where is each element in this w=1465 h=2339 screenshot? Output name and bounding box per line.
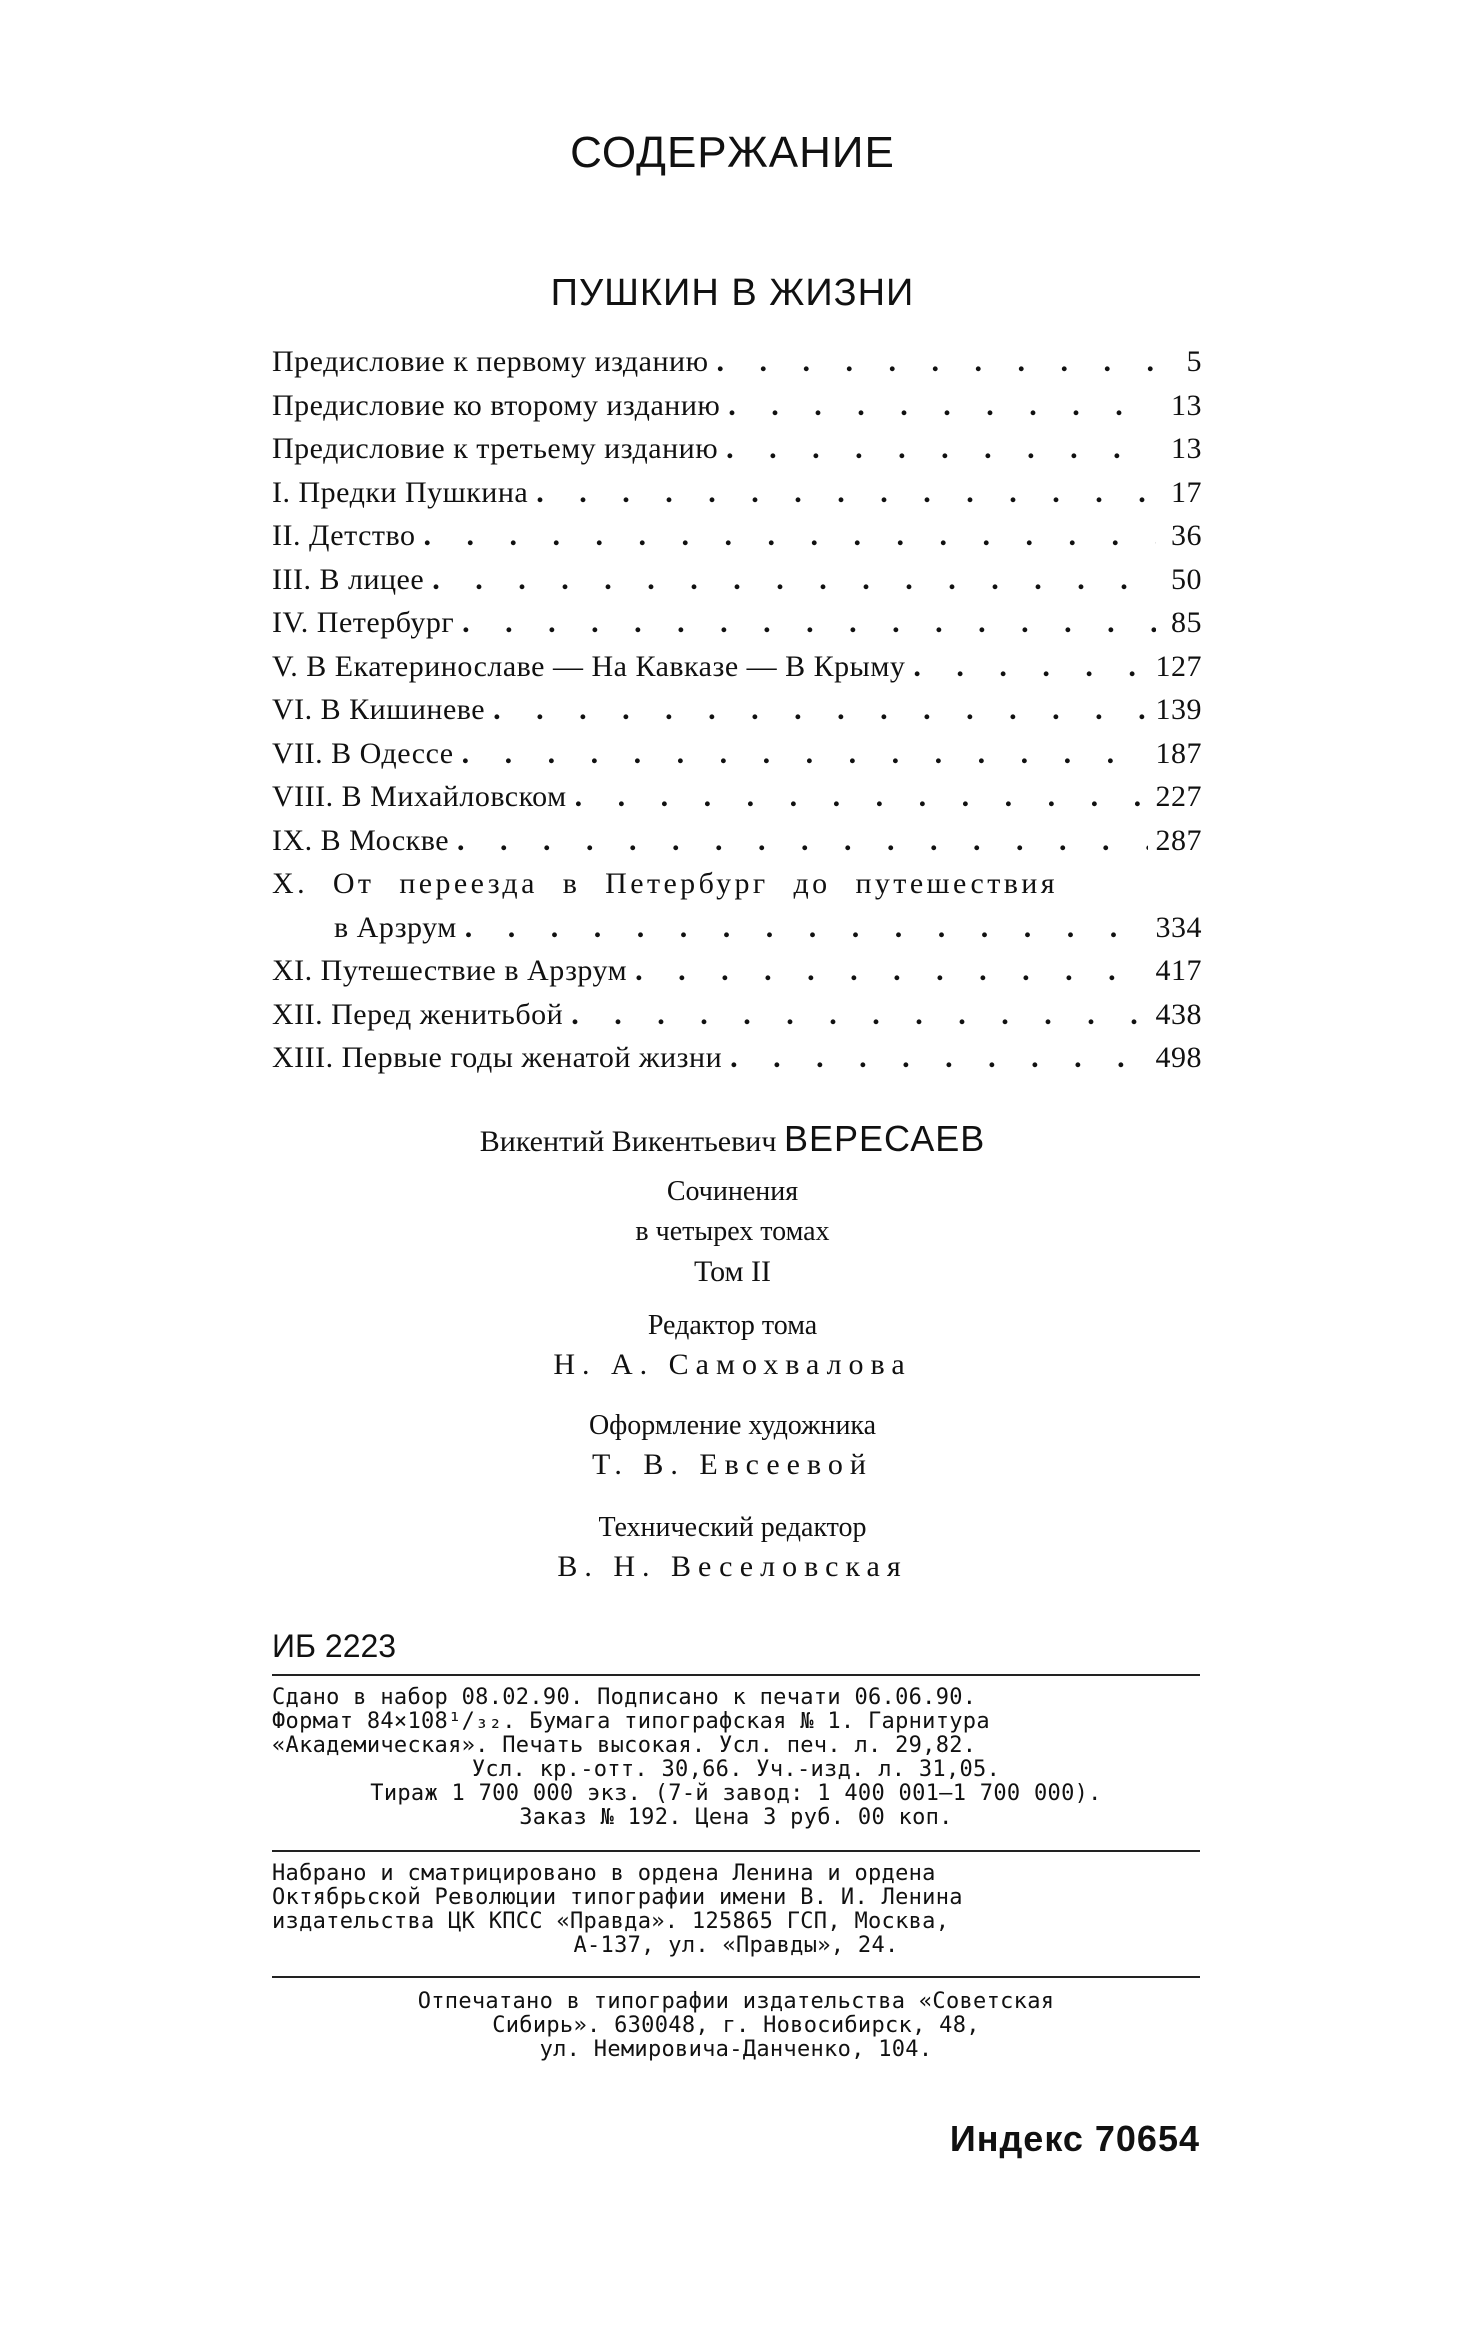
- ib-number: ИБ 2223: [272, 1628, 397, 1664]
- toc-entry-page: 498: [1155, 1041, 1202, 1074]
- toc-entry: [272, 693, 1202, 737]
- toc-entry-title: V. В Екатеринославе — На Кавказе — В Крыму: [272, 649, 906, 683]
- toc-leader-dots: [571, 998, 1147, 1032]
- toc-entry: [272, 650, 1202, 694]
- imprint-line: А-137, ул. «Правды», 24.: [573, 1933, 899, 1958]
- toc-entry-title: I. Предки Пушкина: [272, 475, 529, 509]
- toc-leader-dots: [424, 519, 1157, 553]
- credit-name: Н. А. Самохвалова: [553, 1348, 912, 1381]
- imprint-line: Октябрьской Революции типографии имени В. И. Ленина: [272, 1885, 963, 1910]
- toc-entry-title: XII. Перед женитьбой: [272, 997, 564, 1031]
- toc-entry: [272, 563, 1202, 607]
- toc-entry-page: 36: [1171, 519, 1202, 552]
- toc-entry: [272, 519, 1202, 563]
- toc-entry-title: VIII. В Михайловском: [272, 780, 567, 813]
- toc-entry-title: XI. Путешествие в Арзрум: [272, 954, 628, 987]
- toc-entry-page: 139: [1155, 693, 1202, 726]
- toc-entry-title: IX. В Москве: [272, 823, 450, 857]
- imprint-print-data: [272, 1686, 1200, 1830]
- imprint-printing: [272, 1990, 1200, 2062]
- works-subtitle: в четырех томах: [635, 1216, 830, 1247]
- toc-entry-first-line: [272, 867, 1202, 911]
- toc-entry-title: VII. В Одессе: [272, 736, 454, 770]
- toc-entry-page: 438: [1155, 997, 1202, 1031]
- author-given-names: Викентий Викентьевич: [479, 1125, 777, 1158]
- credit-role: Технический редактор: [598, 1512, 867, 1543]
- toc-entry: [272, 432, 1202, 476]
- toc-entry-page: 50: [1171, 562, 1202, 596]
- toc-leader-dots: [462, 606, 1156, 640]
- toc-entry: [272, 824, 1202, 868]
- toc-entry: [272, 998, 1202, 1042]
- toc-entry: [272, 345, 1202, 389]
- toc-leader-dots: [726, 432, 1156, 466]
- toc-leader-dots: [457, 824, 1147, 858]
- toc-entry: [272, 737, 1202, 781]
- toc-entry: [272, 1041, 1202, 1085]
- toc-entry-page: 287: [1155, 823, 1202, 857]
- credit-artist: [0, 1410, 1465, 1482]
- toc-entry-page: 417: [1155, 954, 1202, 987]
- imprint-line: Сдано в набор 08.02.90. Подписано к печати 06.06.90.: [272, 1685, 977, 1710]
- toc-entry-page: 127: [1155, 649, 1202, 683]
- divider: [272, 1976, 1200, 1978]
- toc-entry-page: 5: [1186, 345, 1202, 378]
- toc-entry-title: Предисловие к третьему изданию: [272, 432, 719, 465]
- toc-entry-title: VI. В Кишиневе: [272, 693, 486, 726]
- index-code: Индекс 70654: [949, 2118, 1200, 2159]
- toc-leader-dots: [913, 650, 1147, 684]
- imprint-line: Усл. кр.-отт. 30,66. Уч.-изд. л. 31,05.: [471, 1757, 1001, 1782]
- works-info: [0, 1172, 1465, 1292]
- toc-leader-dots: [728, 389, 1156, 423]
- works-volume: Том II: [694, 1255, 771, 1288]
- toc-entry-title-line1: X. От переезда в Петербург до путешествия: [272, 867, 1058, 900]
- toc-leader-dots: [465, 911, 1148, 945]
- toc-entry: [272, 954, 1202, 998]
- contents-title: СОДЕРЖАНИЕ: [570, 128, 895, 177]
- toc-entry-page: 187: [1155, 736, 1202, 770]
- toc-leader-dots: [493, 693, 1147, 727]
- imprint-line: Сибирь». 630048, г. Новосибирск, 48,: [492, 2013, 980, 2038]
- table-of-contents: [272, 345, 1202, 1085]
- imprint-line: ул. Немировича-Данченко, 104.: [539, 2037, 933, 2062]
- toc-leader-dots: [432, 563, 1156, 597]
- toc-entry-page: 85: [1171, 606, 1202, 639]
- toc-entry-title: в Арзрум: [334, 910, 457, 944]
- toc-entry-title: XIII. Первые годы женатой жизни: [272, 1041, 723, 1074]
- toc-leader-dots: [575, 780, 1148, 814]
- imprint-line: «Академическая». Печать высокая. Усл. печ. л. 29,82.: [272, 1733, 977, 1758]
- toc-entry: [272, 780, 1202, 824]
- toc-leader-dots: [462, 737, 1148, 771]
- toc-entry-title: Предисловие к первому изданию: [272, 345, 709, 378]
- toc-entry: [272, 911, 1202, 955]
- toc-entry: [272, 606, 1202, 650]
- toc-entry-page: 334: [1155, 910, 1202, 944]
- toc-entry-title: III. В лицее: [272, 562, 425, 596]
- imprint-line: Отпечатано в типографии издательства «Советская: [417, 1989, 1055, 2014]
- toc-entry-title: Предисловие ко второму изданию: [272, 388, 721, 422]
- toc-leader-dots: [536, 476, 1156, 510]
- toc-entry-page: 227: [1155, 780, 1202, 813]
- imprint-line: издательства ЦК КПСС «Правда». 125865 ГСП, Москва,: [272, 1909, 950, 1934]
- toc-entry: [272, 476, 1202, 520]
- credit-role: Редактор тома: [647, 1310, 818, 1341]
- credit-tech-editor: [0, 1512, 1465, 1584]
- credit-editor: [0, 1310, 1465, 1382]
- divider: [272, 1850, 1200, 1852]
- imprint-line: Заказ № 192. Цена 3 руб. 00 коп.: [519, 1805, 953, 1830]
- works-title: Сочинения: [666, 1176, 799, 1207]
- imprint-line: Набрано и сматрицировано в ордена Ленина и ордена: [272, 1861, 936, 1886]
- imprint-typesetting: [272, 1862, 1200, 1958]
- toc-entry-page: 13: [1171, 388, 1202, 422]
- toc-entry-title: II. Детство: [272, 519, 416, 552]
- credit-name: В. Н. Веселовская: [557, 1550, 908, 1583]
- imprint-line: Формат 84×108¹/₃₂. Бумага типографская № 1. Гарнитура: [272, 1709, 990, 1734]
- imprint-line: Тираж 1 700 000 экз. (7-й завод: 1 400 001—1 700 000).: [370, 1781, 1102, 1806]
- credit-name: Т. В. Евсеевой: [592, 1448, 873, 1481]
- toc-entry-title: IV. Петербург: [272, 606, 455, 639]
- credit-role: Оформление художника: [588, 1410, 877, 1441]
- toc-entry-page: 13: [1171, 432, 1202, 465]
- toc-leader-dots: [717, 345, 1156, 379]
- section-title: ПУШКИН В ЖИЗНИ: [550, 272, 915, 314]
- divider: [272, 1674, 1200, 1676]
- toc-entry: [272, 389, 1202, 433]
- toc-entry-page: 17: [1171, 475, 1202, 509]
- toc-leader-dots: [730, 1041, 1147, 1075]
- toc-leader-dots: [635, 954, 1147, 988]
- author-line: [0, 1118, 1465, 1160]
- author-surname: ВЕРЕСАЕВ: [783, 1118, 986, 1159]
